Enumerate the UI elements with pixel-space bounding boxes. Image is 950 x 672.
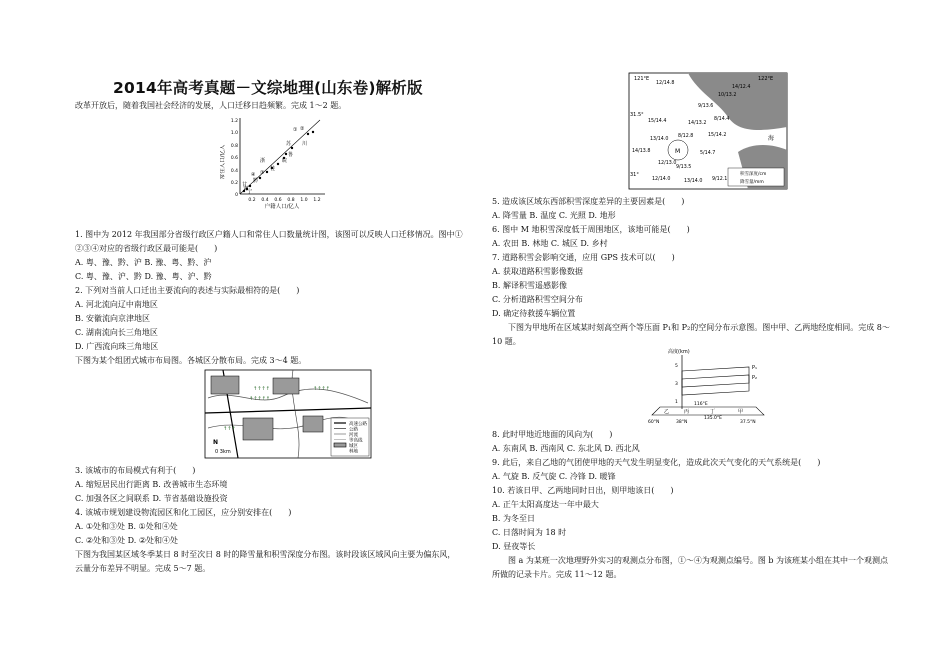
point-label: 川 [302, 141, 308, 147]
point-label: 宁 [247, 189, 253, 195]
y-tick: 1.0 [230, 131, 238, 136]
question-4-options-cd: C. ②处和③处 D. ②处和④处 [75, 536, 179, 545]
figure-city-layout-map [203, 368, 373, 460]
latitude-label: 31° [630, 172, 639, 178]
page-title: 2014年高考真题－文综地理(山东卷)解析版 [113, 79, 423, 97]
latitude-label: 37.5°N [740, 420, 756, 425]
question-7-option-d: D. 确定待救援车辆位置 [492, 309, 576, 318]
legend-item: 城区 [349, 444, 358, 449]
x-tick: 0.4 [261, 198, 269, 203]
point-label: 黔 [253, 178, 259, 184]
station-value: 13/14.0 [684, 179, 703, 184]
question-7: 7. 道路积雪会影响交通，应用 GPS 技术可以( ) [492, 253, 675, 262]
station-value: 14/13.2 [688, 121, 707, 126]
y-axis-label: 常住人口/亿人 [220, 144, 226, 180]
question-6: 6. 图中 M 地积雪深度低于周围地区，该地可能是( ) [492, 225, 690, 234]
p1-label: P₁ [752, 365, 758, 371]
question-6-options: A. 农田 B. 林地 C. 城区 D. 乡村 [492, 239, 608, 248]
y-tick: 1 [675, 400, 678, 405]
question-10-option-c: C. 日落时间为 18 时 [492, 528, 567, 537]
station-value: 5/14.7 [700, 151, 716, 156]
legend-item: 林地 [349, 449, 358, 455]
station-value: 15/14.4 [648, 119, 667, 124]
p2-label: P₂ [752, 375, 758, 381]
figure-isobaric-surfaces [644, 345, 774, 425]
question-8: 8. 此时甲地近地面的风向为( ) [492, 430, 613, 439]
question-3-options-cd: C. 加强各区之间联系 D. 节省基础设施投资 [75, 494, 228, 503]
question-5: 5. 造成该区域东西部积雪深度差异的主要因素是( ) [492, 197, 685, 206]
scale-bar-label: 0 3km [215, 449, 231, 455]
x-tick: 0.6 [274, 198, 282, 203]
question-3-options-ab: A. 缩短居民出行距离 B. 改善城市生态环境 [75, 480, 228, 489]
sea-label: 海 [768, 135, 775, 142]
longitude-label: 116°E [694, 402, 708, 407]
y-tick: 0.2 [230, 181, 238, 186]
y-tick: 0 [235, 193, 238, 198]
question-10-option-b: B. 为冬至日 [492, 514, 535, 523]
figure-population-scatter [220, 112, 330, 212]
y-axis-label: 高度(km) [668, 349, 690, 355]
north-arrow-icon: N [213, 439, 219, 446]
station-value: 8/14.4 [714, 117, 730, 122]
station-value: 14/12.4 [732, 85, 751, 90]
station-value: 12/13.0 [658, 161, 677, 166]
station-value: 15/14.2 [708, 133, 727, 138]
point-label: 丙 [684, 409, 690, 415]
point-label: 苏 [286, 141, 292, 147]
point-label: 丁 [710, 409, 716, 415]
point-label: 甘 [242, 182, 248, 188]
question-2-option-c: C. 湖南流向长三角地区 [75, 328, 158, 337]
question-10: 10. 若该日甲、乙两地同时日出，则甲地该日( ) [492, 486, 674, 495]
legend-item: 等高线 [349, 438, 363, 444]
question-2: 2. 下列对当前人口迁出主要流向的表述与实际最相符的是( ) [75, 286, 300, 295]
question-1-cont: ②③④对应的省级行政区最可能是( ) [75, 244, 218, 253]
y-tick: 0.4 [230, 169, 238, 174]
station-value: 9/12.1 [712, 177, 728, 182]
question-2-option-d: D. 广西流向珠三角地区 [75, 342, 159, 351]
figure-snow-depth-map [628, 72, 788, 190]
svg-text:↑↑↑↑: ↑↑↑↑ [313, 386, 330, 392]
x-tick: 0.2 [248, 198, 256, 203]
question-3: 3. 该城市的布局模式有利于( ) [75, 466, 196, 475]
station-value: 12/14.8 [656, 81, 675, 86]
intro-q11-12: 图 a 为某班一次地理野外实习的观测点分布图，①～④为观测点编号。图 b 为该班某小组在其中一个观测点 [508, 556, 889, 565]
question-7-option-b: B. 解译积雪遥感影像 [492, 281, 567, 290]
point-label: ① [293, 127, 298, 133]
longitude-label: 122°E [758, 76, 774, 82]
latitude-label: 31.5° [630, 112, 644, 118]
station-value: 14/13.8 [632, 149, 651, 154]
question-7-option-c: C. 分析道路积雪空间分布 [492, 295, 583, 304]
legend-item: 高速公路 [349, 422, 367, 427]
question-9: 9. 此后，来自乙地的气团使甲地的天气发生明显变化，造成此次天气变化的天气系统是( ) [492, 458, 821, 467]
svg-text:↑↑↑↑: ↑↑↑↑ [253, 386, 270, 392]
intro-q8-10: 下图为甲地所在区域某时刻高空两个等压面 P₁和 P₂的空间分布示意图。图中甲、乙两地经度相同。完成 8～ [508, 323, 890, 332]
legend-item: 公路 [349, 427, 358, 433]
legend-item: 河流 [349, 433, 358, 438]
x-tick: 0.8 [287, 198, 295, 203]
point-label: 乙 [664, 409, 670, 415]
question-2-option-a: A. 河北流向辽中南地区 [75, 300, 158, 309]
longitude-label: 121°E [634, 76, 650, 82]
station-value: 9/13.5 [676, 165, 692, 170]
latitude-label: 60°N [648, 420, 660, 425]
point-label: ③ [260, 170, 265, 176]
legend-snow-depth: 积雪深度/cm [740, 172, 767, 177]
point-label: 浙 [260, 158, 266, 164]
y-tick: 3 [675, 382, 678, 387]
question-1-options-ab: A. 粤、豫、黔、沪 B. 豫、粤、黔、沪 [75, 258, 212, 267]
point-label: 皖 [282, 158, 288, 164]
question-8-options: A. 东南风 B. 西南风 C. 东北风 D. 西北风 [492, 444, 640, 453]
y-tick: 0.6 [230, 156, 238, 161]
station-value: 8/12.8 [678, 134, 694, 139]
legend-snowfall: 降雪量/mm [740, 180, 764, 185]
latitude-label: 38°N [676, 420, 688, 425]
question-5-options: A. 降雪量 B. 温度 C. 光照 D. 地形 [492, 211, 616, 220]
intro-q5-7: 下图为我国某区域冬季某日 8 时至次日 8 时的降雪量和积雪深度分布图。该时段该区域风向主要为偏东风， [75, 550, 456, 559]
station-value: 10/13.2 [718, 93, 737, 98]
intro-q8-10-cont: 10 题。 [492, 337, 521, 346]
svg-text:↑↑↑: ↑↑↑ [223, 426, 236, 432]
intro-q3-4: 下图为某个组团式城市布局图。各城区分散布局。完成 3～4 题。 [75, 356, 307, 365]
question-4-options-ab: A. ①处和③处 B. ①处和④处 [75, 522, 178, 531]
point-label: ② [300, 126, 305, 132]
station-value: 12/14.0 [652, 177, 671, 182]
question-7-option-a: A. 获取道路积雪影像数据 [492, 267, 583, 276]
question-10-option-a: A. 正午太阳高度达一年中最大 [492, 500, 599, 509]
y-tick: 1.2 [230, 119, 238, 124]
x-axis-label: 户籍人口/亿人 [264, 204, 300, 210]
question-4: 4. 该城市规划建设物流园区和化工园区，应分别安排在( ) [75, 508, 292, 517]
longitude-label: 135.0°E [704, 416, 722, 421]
x-tick: 1.2 [313, 198, 321, 203]
question-2-option-b: B. 安徽流向京津地区 [75, 314, 150, 323]
question-1: 1. 图中为 2012 年我国部分省级行政区户籍人口和常住人口数量统计图，该图可以反映人口迁移情况。图中① [75, 230, 463, 239]
intro-q5-7-cont: 云量分布差异不明显。完成 5～7 题。 [75, 564, 211, 573]
point-label: 青 [243, 186, 249, 192]
station-value: 9/13.6 [698, 104, 714, 109]
point-label: 桂 [270, 166, 276, 172]
point-label: ④ [251, 172, 256, 178]
question-1-options-cd: C. 粤、豫、沪、黔 D. 豫、粤、沪、黔 [75, 272, 212, 281]
intro-q11-12-cont: 所做的记录卡片。完成 11～12 题。 [492, 570, 622, 579]
station-value: 13/14.0 [650, 137, 669, 142]
point-m-label: M [675, 148, 681, 155]
question-9-options: A. 气旋 B. 反气旋 C. 冷锋 D. 暖锋 [492, 472, 616, 481]
x-tick: 1.0 [300, 198, 308, 203]
y-tick: 5 [675, 364, 678, 369]
y-tick: 0.8 [230, 144, 238, 149]
question-10-option-d: D. 昼夜等长 [492, 542, 536, 551]
point-label: 甲 [738, 409, 744, 415]
svg-text:↑↑↑↑↑: ↑↑↑↑↑ [249, 396, 270, 402]
intro-q1-2: 改革开放后，随着我国社会经济的发展，人口迁移日趋频繁。完成 1～2 题。 [75, 101, 347, 110]
point-label: 鲁 [288, 152, 294, 158]
